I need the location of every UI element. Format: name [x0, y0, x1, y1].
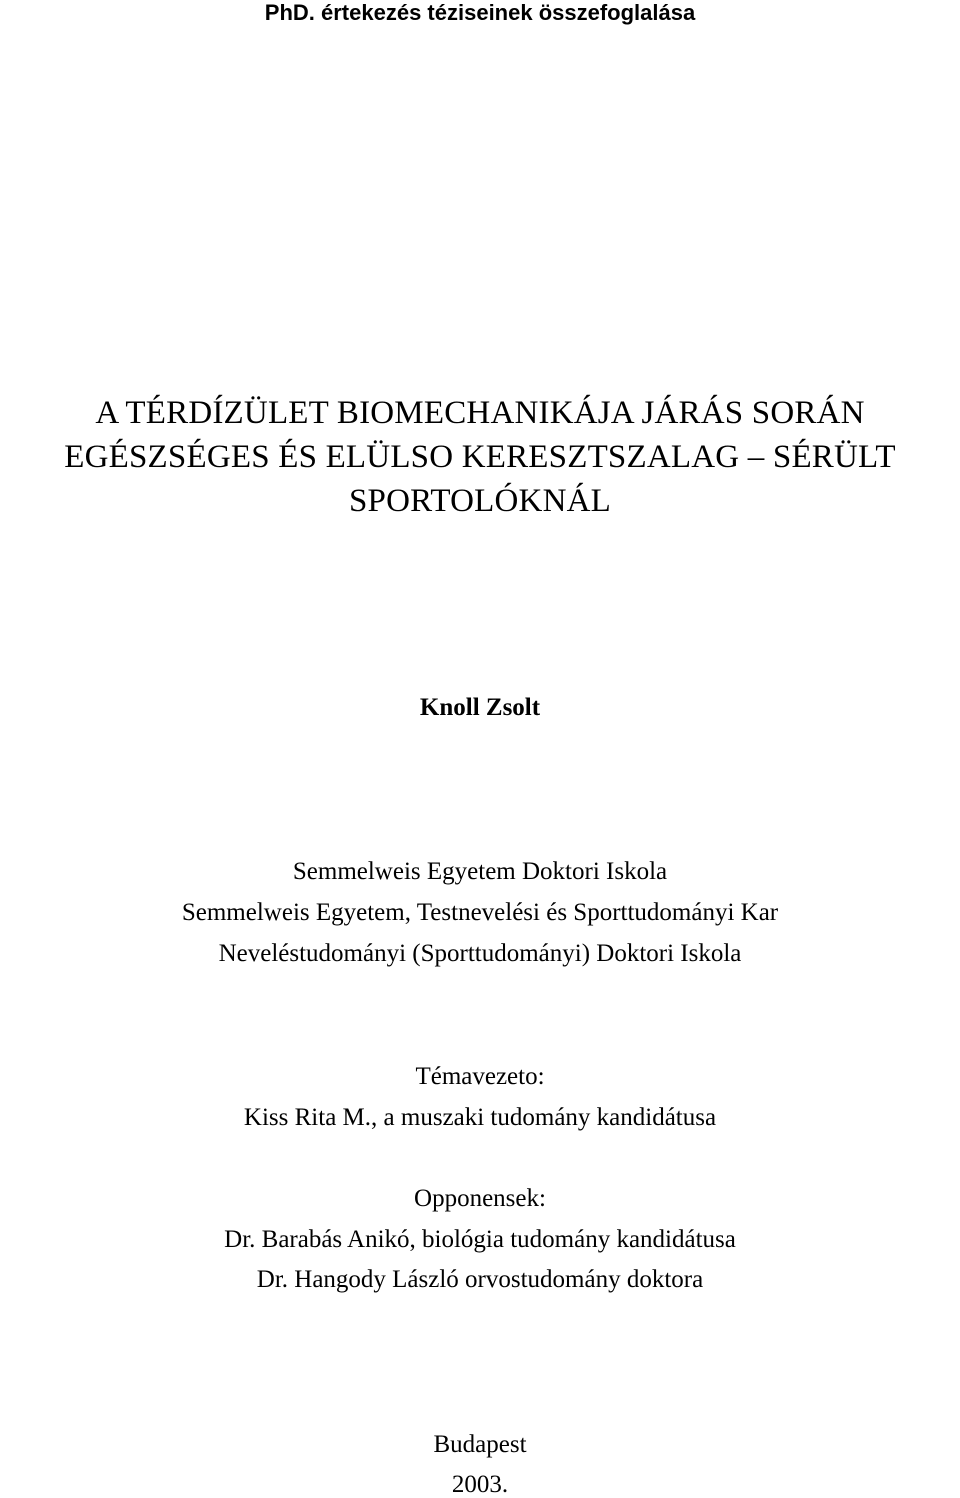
- institution-line-1: Semmelweis Egyetem Doktori Iskola: [292, 858, 668, 885]
- title-line-2: EGÉSZSÉGES ÉS ELÜLSO KERESZTSZALAG – SÉRÜLT: [64, 439, 896, 475]
- title-line-1: A TÉRDÍZÜLET BIOMECHANIKÁJA JÁRÁS SORÁN: [95, 395, 865, 431]
- title-line-3: SPORTOLÓKNÁL: [348, 483, 611, 519]
- document-header: PhD. értekezés téziseinek összefoglalása: [264, 0, 696, 25]
- opponent-1: Dr. Barabás Anikó, biológia tudomány kandidátusa: [224, 1226, 736, 1253]
- opponents-label: Opponensek:: [414, 1185, 546, 1212]
- place: Budapest: [433, 1431, 527, 1458]
- opponent-2: Dr. Hangody László orvostudomány doktora: [256, 1266, 704, 1293]
- institution-line-3: Neveléstudományi (Sporttudományi) Doktori Iskola: [218, 940, 742, 967]
- supervisor-label: Témavezeto:: [415, 1063, 545, 1090]
- year: 2003.: [451, 1471, 509, 1498]
- author-name: Knoll Zsolt: [419, 694, 541, 721]
- institution-line-2: Semmelweis Egyetem, Testnevelési és Sporttudományi Kar: [181, 899, 779, 926]
- supervisor-name: Kiss Rita M., a muszaki tudomány kandidátusa: [243, 1104, 717, 1131]
